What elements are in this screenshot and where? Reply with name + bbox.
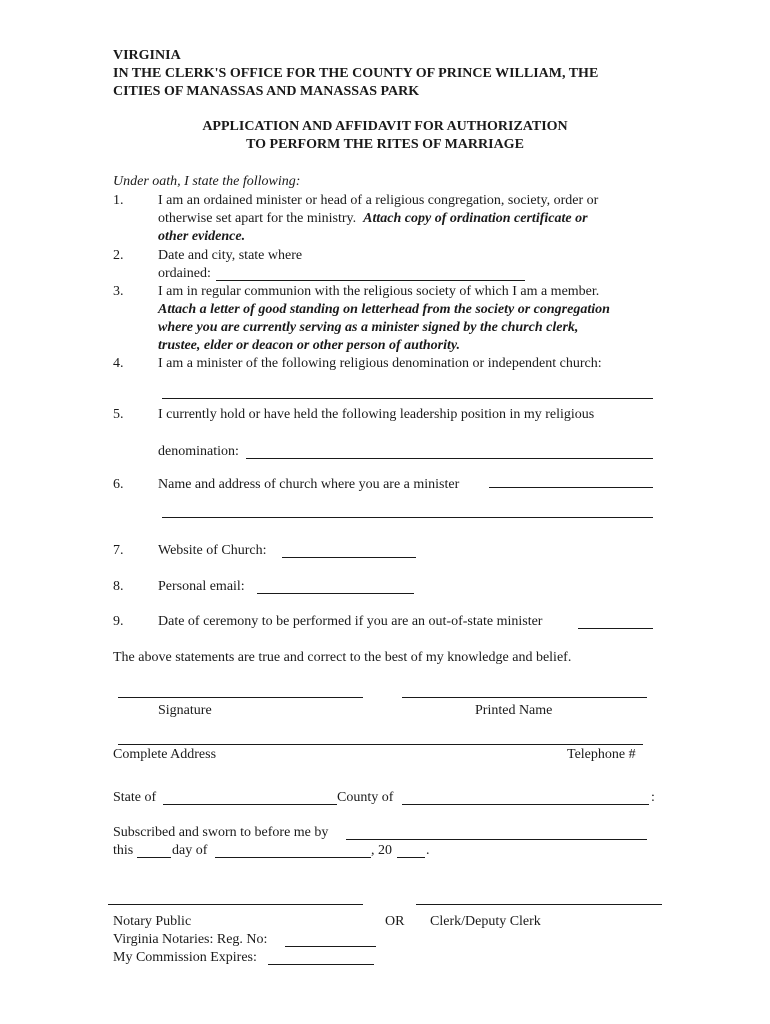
item-1-instruction-cont: other evidence. [158, 229, 246, 244]
item-number: 3. [113, 284, 124, 299]
county-of-label: County of [337, 790, 394, 805]
month-field[interactable] [215, 857, 371, 858]
telephone-label: Telephone # [567, 747, 636, 762]
title-line1: APPLICATION AND AFFIDAVIT FOR AUTHORIZATION [202, 119, 568, 134]
item-number: 8. [113, 579, 124, 594]
item-2-line1: Date and city, state where [158, 248, 303, 263]
church-address-field[interactable] [162, 517, 653, 518]
year-prefix-label: , 20 [371, 843, 392, 858]
day-field[interactable] [137, 857, 171, 858]
item-8-line1: Personal email: [158, 579, 245, 594]
date-period: . [426, 843, 430, 858]
ceremony-date-field[interactable] [578, 628, 653, 629]
county-colon: : [651, 790, 655, 805]
intro-text: Under oath, I state the following: [113, 174, 301, 189]
this-label: this [113, 843, 134, 858]
reg-no-field[interactable] [285, 946, 376, 947]
county-field[interactable] [402, 804, 649, 805]
affirmation-text: The above statements are true and correct to the best of my knowledge and belief. [113, 650, 572, 665]
notary-signature-field[interactable] [108, 904, 363, 905]
or-label: OR [385, 914, 405, 929]
printed-name-label: Printed Name [475, 703, 553, 718]
item-7-line1: Website of Church: [158, 543, 267, 558]
header-office-line1: IN THE CLERK'S OFFICE FOR THE COUNTY OF PRINCE WILLIAM, THE [113, 66, 599, 81]
title-line2: TO PERFORM THE RITES OF MARRIAGE [246, 137, 524, 152]
signature-label: Signature [158, 703, 212, 718]
printed-name-field[interactable] [402, 697, 647, 698]
notary-public-label: Notary Public [113, 914, 192, 929]
item-2-line2: ordained: [158, 266, 211, 281]
church-name-field[interactable] [489, 487, 653, 488]
header-office-line2: CITIES OF MANASSAS AND MANASSAS PARK [113, 84, 420, 99]
item-5-line1: I currently hold or have held the following leadership position in my religious [158, 407, 595, 422]
item-number: 6. [113, 477, 124, 492]
subscribed-by-field[interactable] [346, 839, 647, 840]
item-3-line1: I am in regular communion with the religious society of which I am a member. [158, 284, 600, 299]
reg-no-label: Virginia Notaries: Reg. No: [113, 932, 268, 947]
commission-label: My Commission Expires: [113, 950, 257, 965]
state-of-label: State of [113, 790, 157, 805]
item-number: 1. [113, 193, 124, 208]
leadership-position-field[interactable] [246, 458, 653, 459]
clerk-signature-field[interactable] [416, 904, 662, 905]
year-field[interactable] [397, 857, 425, 858]
item-9-line1: Date of ceremony to be performed if you are an out-of-state minister [158, 614, 543, 629]
item-number: 9. [113, 614, 124, 629]
item-3-instruction-1: Attach a letter of good standing on letterhead from the society or congregation [158, 302, 610, 317]
item-1-instruction: Attach copy of ordination certificate or [363, 211, 588, 226]
item-1-line1: I am an ordained minister or head of a religious congregation, society, order or [158, 193, 599, 208]
ordained-field[interactable] [216, 280, 525, 281]
header-state: VIRGINIA [113, 48, 181, 63]
item-number: 7. [113, 543, 124, 558]
website-field[interactable] [282, 557, 416, 558]
denomination-field[interactable] [162, 398, 653, 399]
address-field[interactable] [118, 744, 643, 745]
item-number: 4. [113, 356, 124, 371]
item-3-instruction-3: trustee, elder or deacon or other person of authority. [158, 338, 461, 353]
item-5-line2: denomination: [158, 444, 239, 459]
clerk-label: Clerk/Deputy Clerk [430, 914, 541, 929]
complete-address-label: Complete Address [113, 747, 217, 762]
item-1-text: otherwise set apart for the ministry. [158, 211, 364, 226]
item-6-line1: Name and address of church where you are a minister [158, 477, 460, 492]
email-field[interactable] [257, 593, 414, 594]
day-of-label: day of [172, 843, 208, 858]
item-3-instruction-2: where you are currently serving as a minister signed by the church clerk, [158, 320, 579, 335]
commission-field[interactable] [268, 964, 374, 965]
item-4-line1: I am a minister of the following religious denomination or independent church: [158, 356, 602, 371]
item-number: 5. [113, 407, 124, 422]
item-1-line2 [158, 210, 588, 228]
signature-field[interactable] [118, 697, 363, 698]
item-number: 2. [113, 248, 124, 263]
state-field[interactable] [163, 804, 337, 805]
subscribed-label: Subscribed and sworn to before me by [113, 825, 329, 840]
